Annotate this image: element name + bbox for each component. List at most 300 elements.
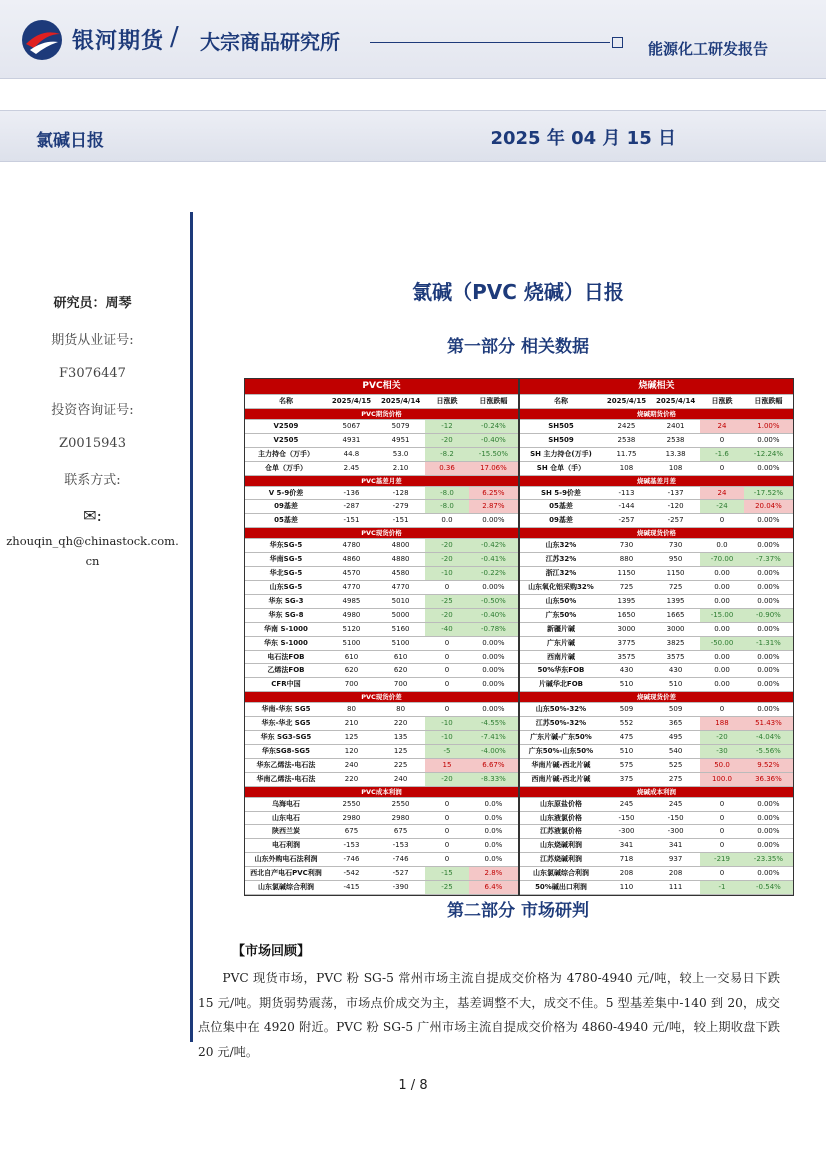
table-cell: 240 <box>327 758 376 772</box>
table-row <box>520 486 793 500</box>
table-cell: 51.43% <box>744 717 793 731</box>
table-cell: 375 <box>602 772 651 786</box>
table-cell: -4.04% <box>744 731 793 745</box>
table-cell: -50.00 <box>700 636 744 650</box>
table-cell: 0.00% <box>469 580 518 594</box>
column-header: 2025/4/14 <box>376 395 425 409</box>
table-row <box>245 664 518 678</box>
row-label: 西北自产电石PVC利润 <box>245 867 327 881</box>
header-deco-box <box>612 37 623 48</box>
table-cell: -1.31% <box>744 636 793 650</box>
row-label: 广东片碱-广东50% <box>520 731 602 745</box>
table-cell: -12.24% <box>744 447 793 461</box>
table-cell: 0.00 <box>700 622 744 636</box>
table-cell: 675 <box>327 825 376 839</box>
table-cell: -257 <box>602 514 651 528</box>
table-cell: 0.00% <box>469 703 518 717</box>
table-cell: 0.00% <box>744 703 793 717</box>
table-cell: 0.00% <box>744 580 793 594</box>
table-row <box>245 650 518 664</box>
table-cell: -0.54% <box>744 881 793 895</box>
row-label: 西南片碱-西北片碱 <box>520 772 602 786</box>
table-row <box>520 608 793 622</box>
table-cell: 0.00% <box>744 514 793 528</box>
row-label: 山东50% <box>520 594 602 608</box>
table-row <box>245 539 518 553</box>
table-cell: -219 <box>700 853 744 867</box>
table-row <box>245 580 518 594</box>
column-header: 日涨跌幅 <box>744 395 793 409</box>
table-cell: 0 <box>700 797 744 811</box>
table-cell: -153 <box>327 839 376 853</box>
table-row <box>520 731 793 745</box>
row-label: 华南-华东 SG5 <box>245 703 327 717</box>
section-title: PVC期货价格 <box>245 408 518 419</box>
table-cell: -8.33% <box>469 772 518 786</box>
column-header: 日涨跌 <box>700 395 744 409</box>
table-cell: 0.00% <box>744 811 793 825</box>
section-title: PVC现货价格 <box>245 528 518 539</box>
analyst-info <box>0 292 185 589</box>
table-cell: -415 <box>327 881 376 895</box>
table-row <box>520 433 793 447</box>
row-label: 乙烯法FOB <box>245 664 327 678</box>
table-cell: 0.0% <box>469 811 518 825</box>
table-cell: 80 <box>327 703 376 717</box>
table-cell: -257 <box>651 514 700 528</box>
row-label: 05基差 <box>245 514 327 528</box>
table-cell: 620 <box>327 664 376 678</box>
row-label: 华南片碱-西北片碱 <box>520 758 602 772</box>
table-cell: -542 <box>327 867 376 881</box>
row-label: 新疆片碱 <box>520 622 602 636</box>
table-cell: 5079 <box>376 419 425 433</box>
table-row <box>520 553 793 567</box>
table-cell: 509 <box>651 703 700 717</box>
table-cell: 4951 <box>376 433 425 447</box>
section-heading-analysis: 第二部分 市场研判 <box>447 901 589 921</box>
table-cell: -144 <box>602 500 651 514</box>
table-cell: 2.10 <box>376 461 425 475</box>
table-cell: 0 <box>425 664 469 678</box>
table-row <box>245 731 518 745</box>
table-cell: 1150 <box>602 567 651 581</box>
table-cell: 0.00% <box>469 514 518 528</box>
table-cell: 15 <box>425 758 469 772</box>
table-cell: 0 <box>425 703 469 717</box>
table-cell: 0.00% <box>744 622 793 636</box>
section-title: 烧碱成本利润 <box>520 786 793 797</box>
table-cell: -4.55% <box>469 717 518 731</box>
section-row <box>520 408 793 419</box>
table-row <box>520 567 793 581</box>
row-label: 50%华东FOB <box>520 664 602 678</box>
table-row <box>520 419 793 433</box>
table-cell: 125 <box>327 731 376 745</box>
table-cell: -25 <box>425 594 469 608</box>
table-row <box>520 500 793 514</box>
mail-icon: ✉: <box>83 506 102 525</box>
table-row <box>520 825 793 839</box>
row-label: 华东-华北 SG5 <box>245 717 327 731</box>
table-row <box>520 580 793 594</box>
table-cell: -10 <box>425 717 469 731</box>
table-cell: -151 <box>376 514 425 528</box>
table-row <box>520 650 793 664</box>
table-cell: 220 <box>376 717 425 731</box>
table-cell: 0.00% <box>744 461 793 475</box>
table-row <box>245 772 518 786</box>
row-label: 华东SG8-SG5 <box>245 744 327 758</box>
section-row <box>245 786 518 797</box>
table-cell: 80 <box>376 703 425 717</box>
section-row <box>245 475 518 486</box>
table-cell: -746 <box>376 853 425 867</box>
table-cell: -120 <box>651 500 700 514</box>
table-row <box>245 825 518 839</box>
table-cell: -8.0 <box>425 486 469 500</box>
row-label: 江苏32% <box>520 553 602 567</box>
table-cell: -0.40% <box>469 608 518 622</box>
contact-label: 联系方式: <box>64 473 121 488</box>
table-cell: -0.78% <box>469 622 518 636</box>
table-cell: 50.0 <box>700 758 744 772</box>
table-cell: 1395 <box>602 594 651 608</box>
table-cell: -15 <box>425 867 469 881</box>
table-cell: 730 <box>602 539 651 553</box>
table-cell: 0.00% <box>469 678 518 692</box>
table-cell: 495 <box>651 731 700 745</box>
table-cell: 1.00% <box>744 419 793 433</box>
section-row <box>520 528 793 539</box>
table-cell: 1650 <box>602 608 651 622</box>
table-row <box>245 514 518 528</box>
table-cell: -4.00% <box>469 744 518 758</box>
report-type: 能源化工研发报告 <box>647 40 768 58</box>
daily-title: 氯碱日报 <box>36 131 104 151</box>
table-cell: 725 <box>651 580 700 594</box>
section-title: PVC成本利润 <box>245 786 518 797</box>
table-cell: 0.0% <box>469 839 518 853</box>
table-row <box>245 867 518 881</box>
table-cell: 0.0 <box>700 539 744 553</box>
table-cell: 0.00% <box>744 867 793 881</box>
row-label: 山东SG-5 <box>245 580 327 594</box>
table-cell: -0.90% <box>744 608 793 622</box>
table-row <box>245 461 518 475</box>
table-row <box>245 419 518 433</box>
table-row <box>520 539 793 553</box>
column-header: 名称 <box>520 395 602 409</box>
row-label: 山东烧碱利润 <box>520 839 602 853</box>
table-cell: 510 <box>602 678 651 692</box>
table-cell: 4780 <box>327 539 376 553</box>
table-cell: 4985 <box>327 594 376 608</box>
row-label: CFR中国 <box>245 678 327 692</box>
section-row <box>245 408 518 419</box>
table-cell: 430 <box>602 664 651 678</box>
table-cell: 53.0 <box>376 447 425 461</box>
table-cell: 718 <box>602 853 651 867</box>
table-cell: 5100 <box>376 636 425 650</box>
row-label: 广东50% <box>520 608 602 622</box>
section-title: PVC现货价差 <box>245 692 518 703</box>
table-cell: 2550 <box>327 797 376 811</box>
table-row <box>520 461 793 475</box>
table-cell: -12 <box>425 419 469 433</box>
table-row <box>245 553 518 567</box>
row-label: 华南SG-5 <box>245 553 327 567</box>
table-cell: 3825 <box>651 636 700 650</box>
table-cell: 700 <box>376 678 425 692</box>
table-cell: 4770 <box>376 580 425 594</box>
table-cell: 0.00% <box>744 650 793 664</box>
table-cell: 0.00% <box>744 567 793 581</box>
table-cell: 0.00% <box>744 797 793 811</box>
table-cell: 9.52% <box>744 758 793 772</box>
header-deco-line <box>370 42 610 43</box>
table-cell: -20 <box>425 433 469 447</box>
row-label: 山东氯碱综合利润 <box>520 867 602 881</box>
row-label: 华东SG-5 <box>245 539 327 553</box>
table-cell: -23.35% <box>744 853 793 867</box>
table-cell: 0 <box>425 853 469 867</box>
row-label: SH 仓单（手） <box>520 461 602 475</box>
table-cell: 3775 <box>602 636 651 650</box>
table-cell: 5120 <box>327 622 376 636</box>
table-cell: 108 <box>602 461 651 475</box>
table-cell: 0.00% <box>744 594 793 608</box>
table-cell: 341 <box>602 839 651 853</box>
table-cell: 2.8% <box>469 867 518 881</box>
table-header-row <box>520 395 793 409</box>
row-label: 华南 S-1000 <box>245 622 327 636</box>
table-cell: -153 <box>376 839 425 853</box>
table-cell: -0.42% <box>469 539 518 553</box>
table-cell: -40 <box>425 622 469 636</box>
row-label: 山东外购电石法利润 <box>245 853 327 867</box>
section-title: 烧碱现货价差 <box>520 692 793 703</box>
table-cell: 730 <box>651 539 700 553</box>
table-cell: 225 <box>376 758 425 772</box>
table-title: 烧碱相关 <box>520 379 793 395</box>
table-cell: -390 <box>376 881 425 895</box>
header-divider: / <box>170 22 179 52</box>
table-cell: 4580 <box>376 567 425 581</box>
table-title: PVC相关 <box>245 379 518 395</box>
table-cell: -8.2 <box>425 447 469 461</box>
table-cell: 44.8 <box>327 447 376 461</box>
table-cell: 4980 <box>327 608 376 622</box>
table-cell: 0.00% <box>744 539 793 553</box>
table-cell: 552 <box>602 717 651 731</box>
table-cell: 937 <box>651 853 700 867</box>
section-row <box>245 528 518 539</box>
table-cell: 0 <box>700 514 744 528</box>
table-cell: 0 <box>700 811 744 825</box>
column-header: 2025/4/15 <box>602 395 651 409</box>
table-row <box>520 678 793 692</box>
table-cell: 0.00 <box>700 678 744 692</box>
table-row <box>245 500 518 514</box>
row-label: 华东 SG3-SG5 <box>245 731 327 745</box>
table-cell: 110 <box>602 881 651 895</box>
table-cell: -300 <box>651 825 700 839</box>
table-cell: 540 <box>651 744 700 758</box>
table-cell: 245 <box>651 797 700 811</box>
table-cell: -20 <box>425 772 469 786</box>
table-cell: 0 <box>425 636 469 650</box>
table-cell: 3575 <box>651 650 700 664</box>
row-label: 华南乙烯法-电石法 <box>245 772 327 786</box>
table-cell: -527 <box>376 867 425 881</box>
column-header: 2025/4/14 <box>651 395 700 409</box>
row-label: 山东氯碱综合利润 <box>245 881 327 895</box>
table-cell: 24 <box>700 419 744 433</box>
table-row <box>520 594 793 608</box>
table-cell: 1150 <box>651 567 700 581</box>
table-cell: 700 <box>327 678 376 692</box>
table-cell: -279 <box>376 500 425 514</box>
table-cell: 0 <box>700 867 744 881</box>
table-cell: 0 <box>700 839 744 853</box>
table-cell: 4880 <box>376 553 425 567</box>
table-cell: 13.38 <box>651 447 700 461</box>
row-label: SH 主力持仓(万手) <box>520 447 602 461</box>
company-name: 银河期货 <box>72 29 165 54</box>
column-header: 日涨跌 <box>425 395 469 409</box>
market-review-heading: 【市场回顾】 <box>232 944 311 959</box>
table-cell: 188 <box>700 717 744 731</box>
table-cell: 36.36% <box>744 772 793 786</box>
table-cell: 208 <box>651 867 700 881</box>
table-cell: 0.00 <box>700 664 744 678</box>
table-cell: -5.56% <box>744 744 793 758</box>
row-label: 山东液氯价格 <box>520 811 602 825</box>
table-row <box>245 486 518 500</box>
table-cell: -24 <box>700 500 744 514</box>
table-row <box>245 853 518 867</box>
table-row <box>245 567 518 581</box>
table-row <box>520 772 793 786</box>
table-cell: -20 <box>425 608 469 622</box>
section-title: PVC基差月差 <box>245 475 518 486</box>
table-cell: -128 <box>376 486 425 500</box>
page-number: 1 / 8 <box>398 1078 428 1093</box>
table-cell: -7.37% <box>744 553 793 567</box>
table-cell: 4570 <box>327 567 376 581</box>
row-label: 江苏50%-32% <box>520 717 602 731</box>
table-cell: 2.87% <box>469 500 518 514</box>
data-tables <box>244 378 794 896</box>
table-cell: -70.00 <box>700 553 744 567</box>
row-label: 华东 SG-8 <box>245 608 327 622</box>
section-heading-data: 第一部分 相关数据 <box>447 337 589 357</box>
row-label: 西南片碱 <box>520 650 602 664</box>
table-cell: -136 <box>327 486 376 500</box>
table-cell: -15.00 <box>700 608 744 622</box>
caustic-table <box>520 379 793 895</box>
table-cell: 0.00% <box>744 839 793 853</box>
table-cell: -0.40% <box>469 433 518 447</box>
table-cell: 0 <box>425 580 469 594</box>
row-label: 50%碱出口利润 <box>520 881 602 895</box>
column-header: 日涨跌幅 <box>469 395 518 409</box>
row-label: 山东50%-32% <box>520 703 602 717</box>
table-row <box>245 797 518 811</box>
table-cell: 5067 <box>327 419 376 433</box>
table-cell: -0.22% <box>469 567 518 581</box>
row-label: SH509 <box>520 433 602 447</box>
table-row <box>245 839 518 853</box>
sidebar-divider <box>190 212 193 1042</box>
table-cell: 5010 <box>376 594 425 608</box>
table-row <box>520 703 793 717</box>
table-cell: 5160 <box>376 622 425 636</box>
column-header: 名称 <box>245 395 327 409</box>
table-row <box>245 758 518 772</box>
table-cell: 0.00% <box>469 664 518 678</box>
row-label: 山东氧化铝采购32% <box>520 580 602 594</box>
table-cell: 0 <box>700 825 744 839</box>
column-header: 2025/4/15 <box>327 395 376 409</box>
row-label: 山东原盐价格 <box>520 797 602 811</box>
table-cell: -20 <box>700 731 744 745</box>
table-cell: 0.00 <box>700 567 744 581</box>
table-cell: 3000 <box>651 622 700 636</box>
table-cell: 100.0 <box>700 772 744 786</box>
table-cell: -10 <box>425 567 469 581</box>
table-cell: -150 <box>651 811 700 825</box>
table-cell: 510 <box>651 678 700 692</box>
table-cell: 0.36 <box>425 461 469 475</box>
email-link[interactable]: zhouqin_qh@chinastock.com.cn <box>6 534 179 568</box>
table-cell: 2538 <box>602 433 651 447</box>
row-label: SH505 <box>520 419 602 433</box>
report-date: 2025 年 04 月 15 日 <box>490 128 676 149</box>
row-label: 仓单（万手） <box>245 461 327 475</box>
table-cell: 2401 <box>651 419 700 433</box>
table-cell: 2980 <box>327 811 376 825</box>
section-title: 烧碱基差月差 <box>520 475 793 486</box>
table-cell: 950 <box>651 553 700 567</box>
table-row <box>520 867 793 881</box>
table-row <box>245 594 518 608</box>
table-cell: 3575 <box>602 650 651 664</box>
table-cell: -300 <box>602 825 651 839</box>
table-cell: -113 <box>602 486 651 500</box>
table-cell: 0 <box>425 839 469 853</box>
table-row <box>245 678 518 692</box>
table-cell: 240 <box>376 772 425 786</box>
table-row <box>520 622 793 636</box>
table-cell: -151 <box>327 514 376 528</box>
table-cell: 2425 <box>602 419 651 433</box>
table-cell: 0.00 <box>700 650 744 664</box>
institute-name: 大宗商品研究所 <box>200 30 340 54</box>
table-cell: 610 <box>327 650 376 664</box>
table-cell: 24 <box>700 486 744 500</box>
table-cell: 0.00% <box>744 664 793 678</box>
table-cell: 5000 <box>376 608 425 622</box>
table-cell: 5100 <box>327 636 376 650</box>
table-cell: 4860 <box>327 553 376 567</box>
table-cell: 111 <box>651 881 700 895</box>
table-cell: 135 <box>376 731 425 745</box>
table-cell: 0.0 <box>425 514 469 528</box>
section-row <box>520 692 793 703</box>
page-title: 氯碱（PVC 烧碱）日报 <box>412 280 624 304</box>
